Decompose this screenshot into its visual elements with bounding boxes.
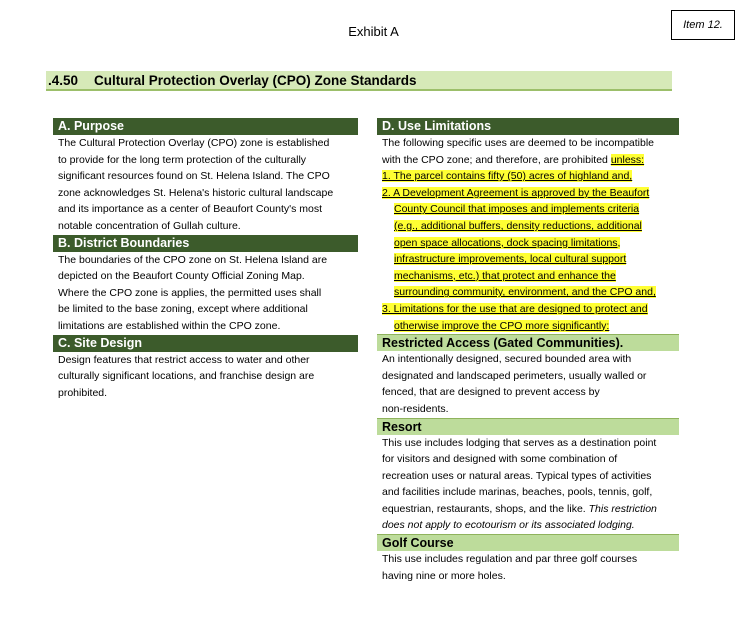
resort-line: recreation uses or natural areas. Typical types of activities xyxy=(382,469,652,482)
resort-heading: Resort xyxy=(377,418,679,435)
site-design-body xyxy=(53,352,358,402)
limitation-item-3 xyxy=(382,318,677,335)
resort-line xyxy=(382,501,677,518)
limitation-item-3 xyxy=(382,301,677,318)
resort-line: This use includes lodging that serves as a destination point xyxy=(382,436,657,449)
limitation-item-2 xyxy=(382,251,677,268)
limitation-item-2 xyxy=(382,218,677,235)
limitation-text: (e.g., additional buffers, density reductions, additional xyxy=(394,219,642,232)
restricted-access-line: designated and landscaped perimeters, usually walled or xyxy=(382,369,647,382)
limitation-item-2 xyxy=(382,201,677,218)
limitation-text: open space allocations, dock spacing limitations, xyxy=(394,236,621,249)
golf-course-line: This use includes regulation and par three golf courses xyxy=(382,553,638,566)
district-line: depicted on the Beaufort County Official Zoning Map. xyxy=(58,270,305,283)
limitation-text: mechanisms, etc.) that protect and enhance the xyxy=(394,269,616,282)
restricted-access-body xyxy=(377,351,679,417)
limitation-item-2 xyxy=(382,268,677,285)
limitation-text: surrounding community, environment, and the CPO and, xyxy=(394,286,656,299)
district-line: be limited to the base zoning, except where additional xyxy=(58,303,308,316)
item-number-label: Item 12. xyxy=(683,19,723,31)
exhibit-title: Exhibit A xyxy=(348,24,399,39)
use-limitations-heading: D. Use Limitations xyxy=(377,118,679,135)
restricted-access-line: An intentionally designed, secured bounded area with xyxy=(382,353,632,366)
purpose-line: zone acknowledges St. Helena's historic cultural landscape xyxy=(58,186,334,199)
district-line: The boundaries of the CPO zone on St. Helena Island are xyxy=(58,253,328,266)
district-line: limitations are established within the CPO zone. xyxy=(58,319,281,332)
right-column xyxy=(377,118,679,584)
golf-course-heading: Golf Course xyxy=(377,534,679,551)
restricted-access-line: non-residents. xyxy=(382,402,449,415)
restricted-access-line: fenced, that are designed to prevent access by xyxy=(382,386,600,399)
site-design-heading: C. Site Design xyxy=(53,335,358,352)
limitation-item-2 xyxy=(382,284,677,301)
section-title: Cultural Protection Overlay (CPO) Zone Standards xyxy=(94,73,417,88)
limitation-item-1 xyxy=(382,168,677,185)
intro-plain-text: with the CPO zone; and therefore, are prohibited xyxy=(382,153,611,166)
limitation-text: 2. A Development Agreement is approved by the Beaufort xyxy=(382,186,650,199)
resort-restriction-note: This restriction xyxy=(588,502,657,515)
district-line: Where the CPO zone is applies, the permitted uses shall xyxy=(58,286,322,299)
use-limitations-body xyxy=(377,135,679,334)
left-column xyxy=(53,118,358,401)
district-boundaries-body xyxy=(53,252,358,335)
restricted-access-heading: Restricted Access (Gated Communities). xyxy=(377,334,679,351)
section-number: .4.50 xyxy=(48,73,79,88)
golf-course-line: having nine or more holes. xyxy=(382,569,506,582)
limitation-item-2 xyxy=(382,185,677,202)
purpose-line: to provide for the long term protection of the culturally xyxy=(58,153,307,166)
purpose-line: and its importance as a center of Beaufort County's most xyxy=(58,203,323,216)
resort-plain-text: equestrian, restaurants, shops, and the like. xyxy=(382,502,589,515)
limitation-text: infrastructure improvements, local cultural support xyxy=(394,253,627,266)
site-design-line: prohibited. xyxy=(58,386,108,399)
purpose-line: significant resources found on St. Helena Island. The CPO xyxy=(58,170,330,183)
site-design-line: culturally significant locations, and franchise design are xyxy=(58,370,315,383)
golf-course-body xyxy=(377,551,679,584)
district-boundaries-heading: B. District Boundaries xyxy=(53,235,358,252)
resort-line: for visitors and designed with some combination of xyxy=(382,453,618,466)
purpose-body xyxy=(53,135,358,235)
use-limitations-intro xyxy=(382,152,677,169)
resort-restriction-note: does not apply to ecotourism or its associated lodging. xyxy=(382,519,635,532)
limitation-item-2 xyxy=(382,235,677,252)
site-design-line: Design features that restrict access to water and other xyxy=(58,353,310,366)
purpose-heading: A. Purpose xyxy=(53,118,358,135)
purpose-line: The Cultural Protection Overlay (CPO) zone is established xyxy=(58,137,330,149)
limitation-text: 3. Limitations for the use that are designed to protect and xyxy=(382,302,648,315)
limitation-text: 1. The parcel contains fifty (50) acres of highland and, xyxy=(382,170,633,183)
resort-body xyxy=(377,435,679,535)
section-heading xyxy=(46,71,672,91)
limitation-text: otherwise improve the CPO more significantly: xyxy=(394,319,610,332)
unless-highlight: unless: xyxy=(610,153,645,166)
use-limitations-intro: The following specific uses are deemed to be incompatible xyxy=(382,137,654,149)
purpose-line: notable concentration of Gullah culture. xyxy=(58,219,241,232)
limitation-text: County Council that imposes and implements criteria xyxy=(394,203,640,216)
resort-line: and facilities include marinas, beaches, pools, tennis, golf, xyxy=(382,486,653,499)
